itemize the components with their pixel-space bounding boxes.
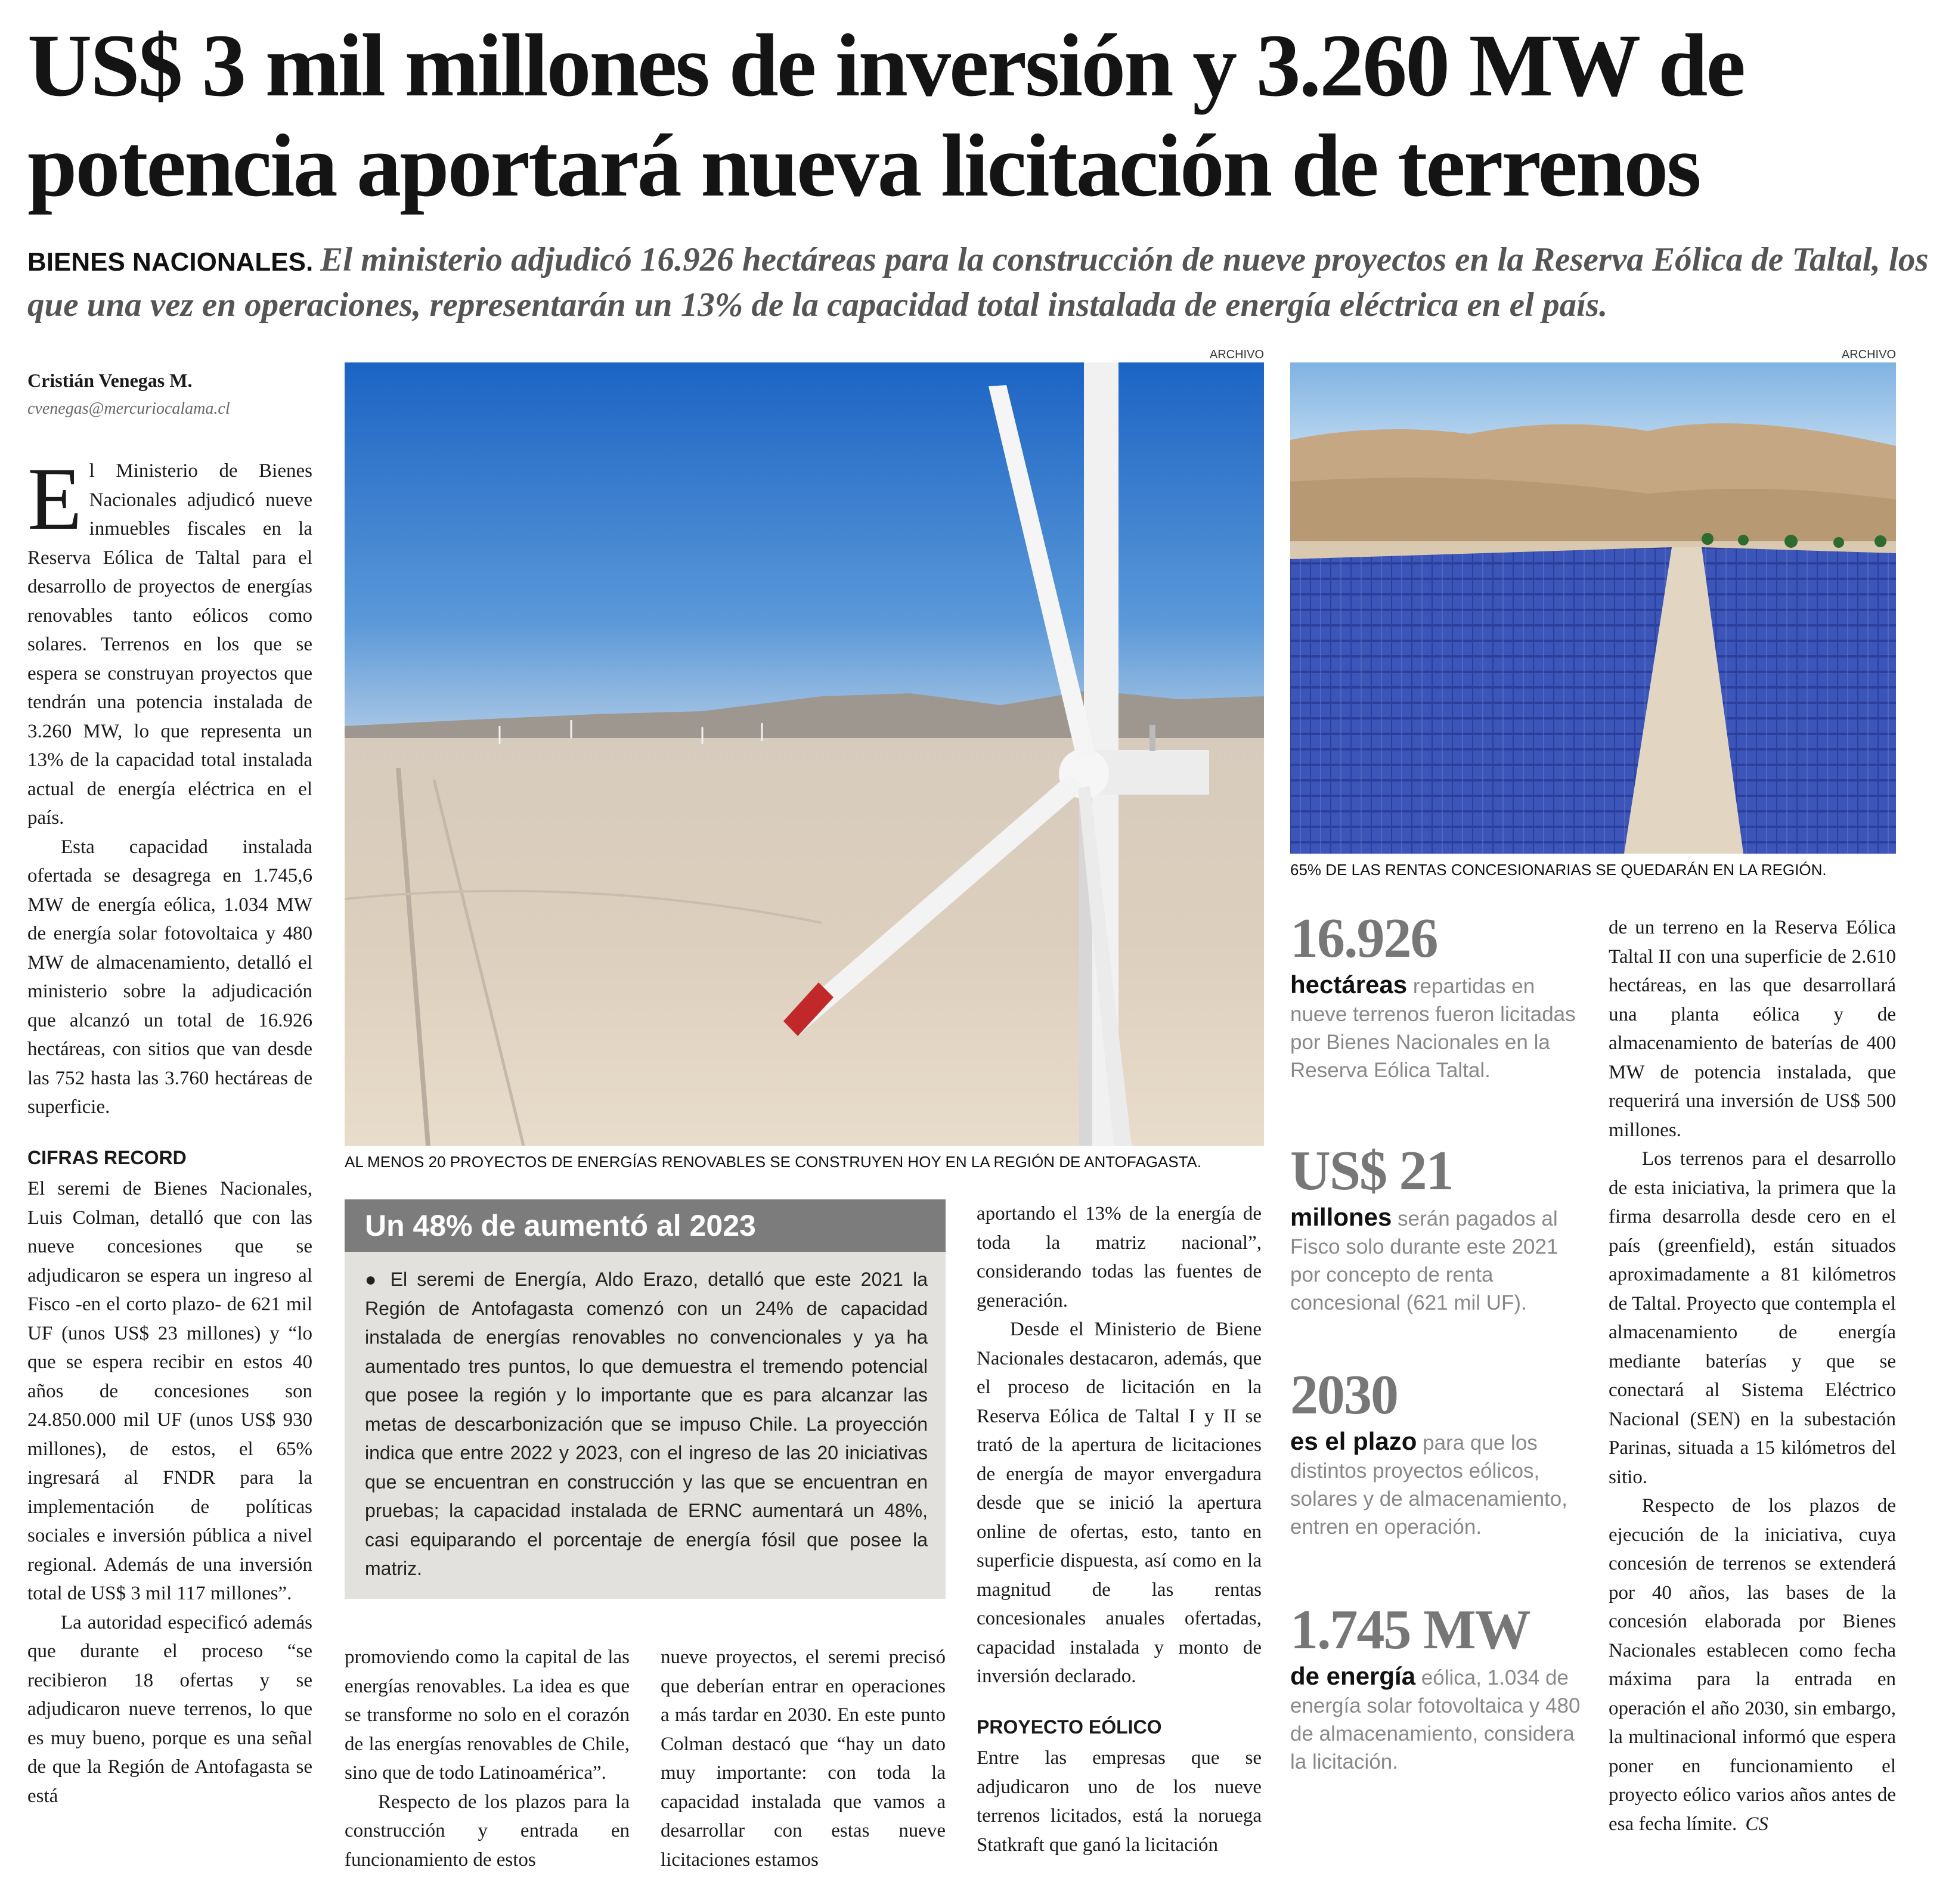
article-column-1 [27,457,312,1887]
byline-email: cvenegas@mercuriocalama.cl [27,399,230,418]
stat-number: 16.926 [1290,907,1437,969]
paragraph: Respecto de los plazos para la construcción y entrada en funcionamiento de estos [345,1791,630,1871]
headline: US$ 3 mil millones de inversión y 3.260 MW de potencia aportará nueva licitación de terrenos [27,16,1744,215]
sidebar-box-title: Un 48% de aumentó al 2023 [345,1199,946,1252]
stat-lead: es el plazo [1290,1427,1417,1455]
stat-text: eólica, 1.034 de energía solar fotovoltaica y 480 de almacenamiento, considera la licitación. [1290,1666,1581,1773]
photo-credit: ARCHIVO [1209,348,1264,361]
paragraph: Entre las empresas que se adjudicaron uno de los nueve terrenos licitados, está la noruega Statkraft que ganó la licitación [977,1747,1262,1856]
photo-caption: 65% DE LAS RENTAS CONCESIONARIAS SE QUEDARÁN EN LA REGIÓN. [1290,861,1827,879]
stat-4 [1290,1598,1586,1776]
stat-lead: de energía [1290,1662,1416,1690]
deck [27,238,1929,327]
photo-credit: ARCHIVO [1841,348,1896,361]
stat-text: para que los distintos proyectos eólicos, solares y de almacenamiento, entren en operación. [1290,1431,1567,1539]
stat-2 [1290,1139,1586,1317]
stat-3 [1290,1363,1586,1541]
article-column-4 [977,1199,1262,1893]
stat-lead: millones [1290,1203,1392,1231]
photo-caption: AL MENOS 20 PROYECTOS DE ENERGÍAS RENOVABLES SE CONSTRUYEN HOY EN LA REGIÓN DE ANTOFAGASTA. [345,1153,1202,1171]
paragraph: promoviendo como la capital de las energías renovables. La idea es que se transforme no solo en el corazón de las energías renovables de Chile, sino que de todo Latinoamérica”. [345,1646,630,1784]
paragraph: Desde el Ministerio de Biene Nacionales destacaron, además, que el proceso de licitación en la Reserva Eólica de Taltal I y II se trató de la apertura de licitaciones de energía de mayor envergadura desde que se inició la apertura online de ofertas, esto, tanto en superficie dispuesta, así como en la magnitud de las rentas concesionales anuales ofertadas, capacidad instalada y monto de inversión declarado. [977,1319,1262,1687]
paragraph: nueve proyectos, el seremi precisó que deberían entrar en operaciones a más tardar en 2030. En este punto Colman destacó que “hay un dato muy importante: con toda la capacidad instalada que vamos a desarrollar con estas nueve licitaciones estamos [661,1646,946,1871]
paragraph: Esta capacidad instalada ofertada se desagrega en 1.745,6 MW de energía eólica, 1.034 MW de energía solar fotovoltaica y 480 MW de almacenamiento, detalló el ministerio sobre la adjudicación que alcanzó un total de 16.926 hectáreas, con sitios que van desde las 752 hasta las 3.760 hectáreas de superficie. [27,836,312,1118]
byline-name: Cristián Venegas M. [27,370,193,391]
subheading: PROYECTO EÓLICO [977,1716,1162,1738]
paragraph: Los terrenos para el desarrollo de esta iniciativa, la primera que la firma desarrolla desde cero en el país (greenfield), están situados aproximadamente a 81 kilómetros de Taltal. Proyecto que contempla el almacenamiento de energía mediante baterías y que se conectará al Sistema Eléctrico Nacional (SEN) en la subestación Parinas, situada a 15 kilómetros del sitio. [1609,1148,1896,1488]
stat-number: US$ 21 [1290,1140,1453,1202]
bullet-icon: ● [365,1269,391,1290]
deck-text: El ministerio adjudicó 16.926 hectáreas para la construcción de nueve proyectos en la Reserva Eólica de Taltal, los que una vez en operaciones, representarán un 13% de la capacidad total instalada de energía eléctrica en el país. [27,241,1929,324]
paragraph: aportando el 13% de la energía de toda la matriz nacional”, considerando todas las fuentes de generación. [977,1203,1262,1311]
stat-lead: hectáreas [1290,970,1408,998]
solar-park-image [1290,362,1896,854]
subheading: CIFRAS RECORD [27,1146,187,1168]
article-column-2 [345,1643,630,1893]
paragraph: La autoridad especificó además que durante el proceso “se recibieron 18 ofertas y se adjudicaron nueve terrenos, lo que es muy bueno, porque es una señal de que la Región de Antofagasta se está [27,1611,312,1807]
paragraph: de un terreno en la Reserva Eólica Taltal II con una superficie de 2.610 hectáreas, en las que desarrollará una planta eólica y de almacenamiento de baterías de 400 MW de potencia instalada, que requerirá una inversión de US$ 500 millones. [1609,917,1896,1141]
stat-number: 2030 [1290,1364,1398,1426]
drop-cap: E [27,457,82,548]
deck-kicker: BIENES NACIONALES. [27,247,314,277]
article-column-6 [1609,913,1896,1893]
stat-number: 1.745 MW [1290,1599,1530,1661]
paragraph: l Ministerio de Bienes Nacionales adjudicó nueve inmuebles fiscales en la Reserva Eólica de Taltal para el desarrollo de proyectos de energías renovables tanto eólicos como solares. Terrenos en los que se espera se construyan proyectos que tendrán una potencia instalada de 3.260 MW, lo que representa un 13% de la capacidad total instalada actual de energía eléctrica en el país. [27,460,312,829]
wind-turbine-image [345,362,1264,1146]
wind-turbine-photo [345,362,1264,1146]
stat-1 [1290,906,1586,1084]
paragraph: El seremi de Bienes Nacionales, Luis Colman, detalló que con las nueve concesiones que se adjudicaron se espera un ingreso al Fisco -en el corto plazo- de 621 mil UF (unos US$ 23 millones) y “lo que se espera recibir en estos 40 años de concesiones son 24.850.000 mil UF (unos US$ 930 millones), de estos, el 65% ingresará al FNDR para la implementación de políticas sociales e inversión pública a nivel regional. Además de una inversión total de US$ 3 mil 117 millones”. [27,1178,312,1604]
stat-text: serán pagados al Fisco solo durante este 2021 por concepto de renta concesional (621 mil UF). [1290,1207,1558,1314]
sidebar-box-text: ● El seremi de Energía, Aldo Erazo, detalló que este 2021 la Región de Antofagasta comenzó con un 24% de capacidad instalada de energías renovables no convencionales y ya ha aumentado tres puntos, lo que demuestra el tremendo potencial que posee la región y lo importante que es para alcanzar las metas de descarbonización que se impuso Chile. La proyección indica que entre 2022 y 2023, con el ingreso de las 20 iniciativas que se encuentran en construcción y las que se encuentran en pruebas; la capacidad instalada de ERNC aumentará un 48%, casi equiparando el porcentaje de energía fósil que posee la matriz. [365,1269,928,1579]
article-column-3 [661,1643,946,1893]
stat-text: repartidas en nueve terrenos fueron licitadas por Bienes Nacionales en la Reserva Eólica Taltal. [1290,975,1576,1082]
solar-park-photo [1290,362,1896,854]
end-mark: CS [1745,1813,1768,1835]
paragraph: Respecto de los plazos de ejecución de la iniciativa, cuya concesión de terrenos se extenderá por 40 años, las bases de la concesión elaborada por Bienes Nacionales establecen como fecha máxima para la entrada en operación el año 2030, sin embargo, la multinacional informó que espera poner en funcionamiento el proyecto eólico varios años antes de esa fecha límite. CS [1609,1495,1896,1835]
